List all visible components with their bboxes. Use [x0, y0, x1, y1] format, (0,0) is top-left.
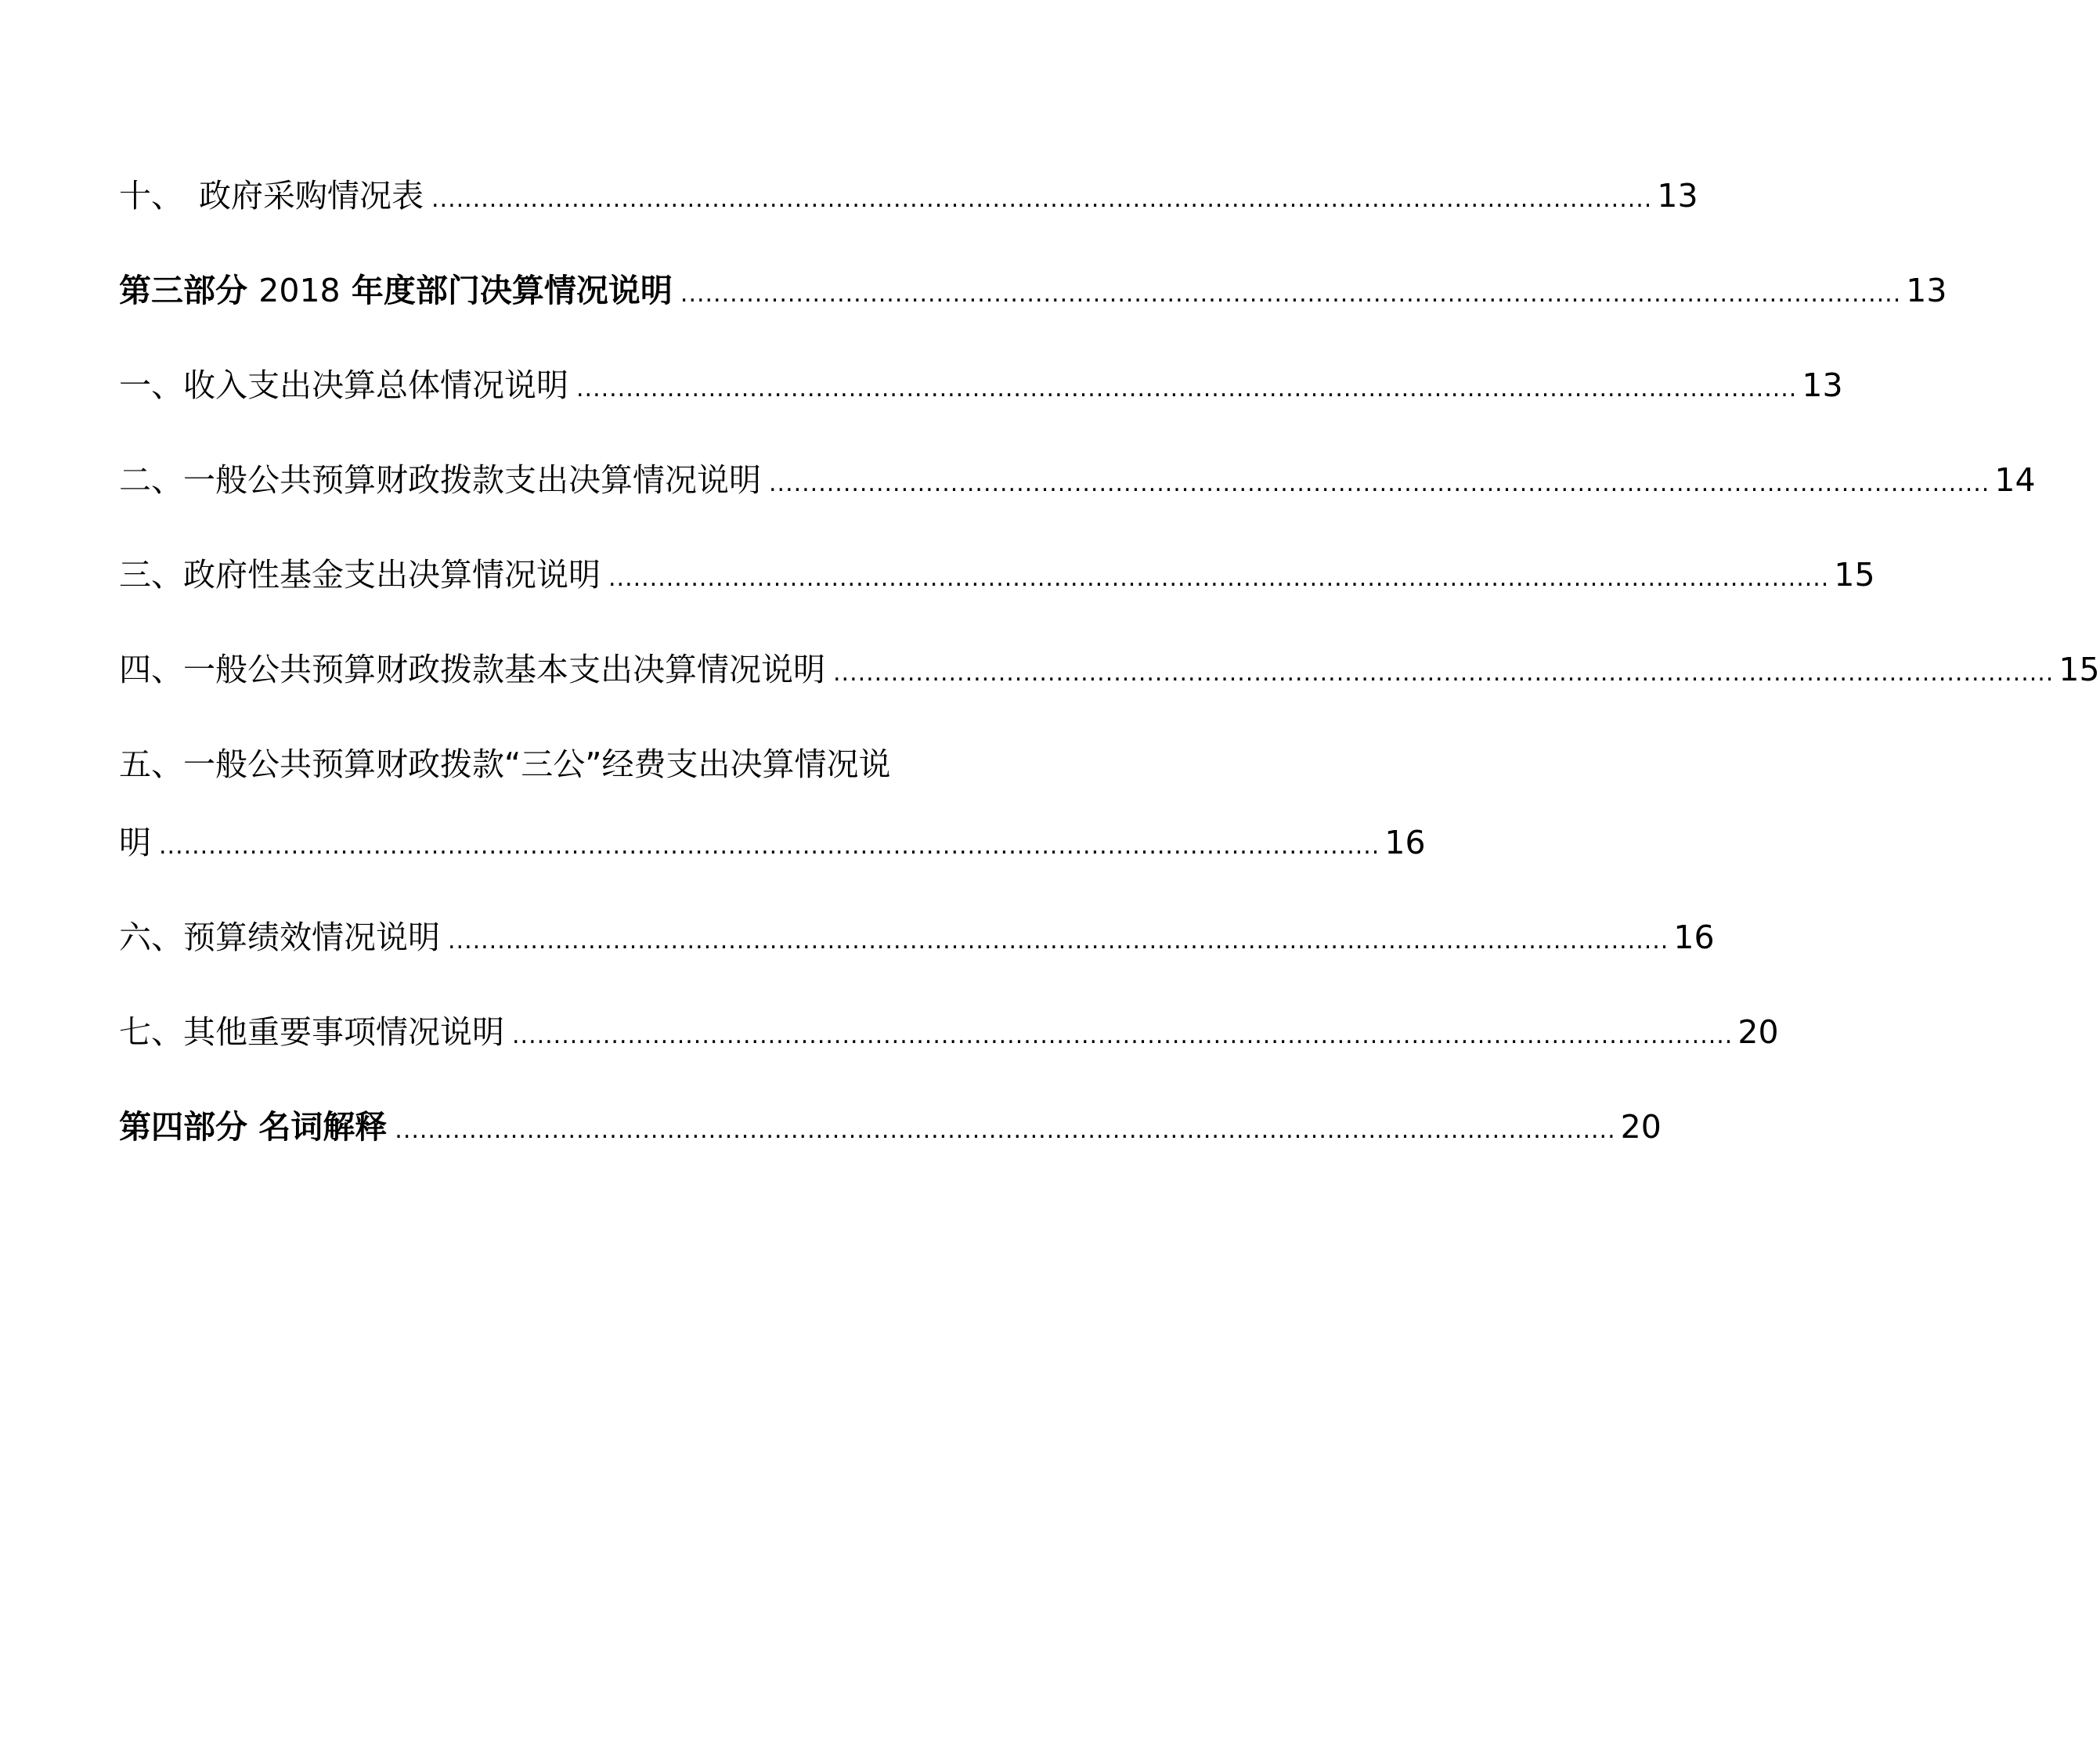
toc-leader-dots: .................................................................................................................................................... — [680, 280, 1902, 308]
toc-leader-dots: .................................................................................................................................................... — [395, 1117, 1616, 1144]
toc-leader-dots: .................................................................................................................................................... — [769, 470, 1990, 497]
toc-leader-dots: .................................................................................................................................................... — [833, 659, 2055, 687]
toc-page-number: 16 — [1384, 824, 1426, 861]
toc-entry-basic-expenditure[interactable] — [119, 630, 2100, 709]
toc-leader-dots: .................................................................................................................................................... — [576, 375, 1798, 402]
toc-entry-three-public-funds[interactable] — [119, 725, 1426, 882]
toc-leader-dots: .................................................................................................................................................... — [431, 186, 1653, 213]
toc-entry-year: 2018 — [258, 272, 341, 309]
toc-entry-title: 七、其他重要事项情况说明 — [119, 1013, 504, 1051]
toc-page-number: 15 — [2059, 651, 2100, 688]
toc-entry-part-four[interactable] — [119, 1088, 1662, 1166]
toc-page-number: 14 — [1994, 461, 2036, 499]
toc-entry-title-line2: 明 — [119, 824, 151, 861]
toc-entry-performance[interactable] — [119, 898, 1715, 976]
toc-entry-title: 六、预算绩效情况说明 — [119, 919, 440, 956]
toc-entry-prefix: 十、 — [119, 177, 183, 215]
toc-page-number: 20 — [1620, 1108, 1662, 1146]
toc-leader-dots: .................................................................................................................................................... — [159, 832, 1380, 860]
toc-entry-title: 第四部分 名词解释 — [119, 1108, 388, 1146]
toc-page-number: 13 — [1802, 366, 1843, 404]
toc-entry-general-budget-expenditure[interactable] — [119, 441, 2036, 519]
toc-leader-dots: .................................................................................................................................................... — [512, 1022, 1734, 1049]
toc-leader-dots: .................................................................................................................................................... — [448, 927, 1669, 955]
toc-page-number: 15 — [1834, 556, 1875, 594]
toc-entry-government-procurement[interactable] — [119, 157, 1698, 235]
toc-entry-title: 二、一般公共预算财政拨款支出决算情况说明 — [119, 461, 761, 499]
toc-entry-title-rest: 年度部门决算情况说明 — [351, 272, 673, 309]
toc-entry-title: 一、收入支出决算总体情况说明 — [119, 366, 568, 404]
table-of-contents — [119, 157, 2100, 1182]
toc-entry-title: 政府采购情况表 — [199, 177, 424, 215]
toc-entry-title: 三、政府性基金支出决算情况说明 — [119, 556, 601, 594]
toc-entry-other-matters[interactable] — [119, 993, 1779, 1071]
toc-page-number: 20 — [1737, 1013, 1779, 1051]
toc-page-number: 13 — [1657, 177, 1698, 215]
toc-entry-title-line1: 五、一般公共预算财政拨款“三公”经费支出决算情况说 — [119, 745, 891, 783]
toc-entry-income-expenditure[interactable] — [119, 346, 1843, 424]
toc-page-number: 13 — [1906, 272, 1947, 309]
toc-entry-title: 第三部分 — [119, 272, 247, 309]
toc-leader-dots: .................................................................................................................................................... — [608, 565, 1830, 592]
toc-page-number: 16 — [1673, 919, 1715, 956]
toc-entry-title: 四、一般公共预算财政拨款基本支出决算情况说明 — [119, 651, 825, 688]
toc-entry-part-three[interactable] — [119, 251, 1947, 330]
toc-entry-government-fund[interactable] — [119, 536, 1875, 614]
